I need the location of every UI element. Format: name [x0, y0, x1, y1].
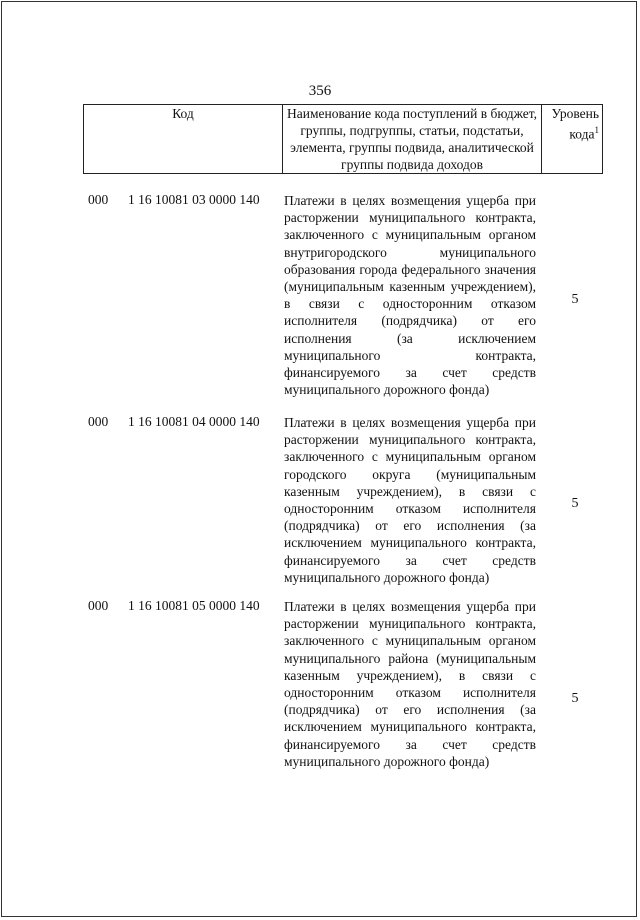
- row-name: Платежи в целях возмещения ущерба при расторжении муниципального контракта, заключенного с муниципальным органом муниципального района (муниципальным казенным учреждением), в связи с односторонним отказом исполнителя (подрядчика) от его исполнения (за исключением муниципального контракта, финансируемого за счет средств муниципального дорожного фонда): [284, 599, 536, 769]
- row-level: 5: [571, 691, 579, 706]
- row-prefix: 000: [88, 192, 109, 207]
- header-level-footnote: 1: [594, 125, 599, 135]
- row-code: 1 16 10081 04 0000 140: [128, 414, 260, 429]
- header-level-label: Уровень кода: [551, 106, 599, 142]
- row-level: 5: [571, 292, 579, 307]
- row-level: 5: [571, 496, 579, 511]
- row-name: Платежи в целях возмещения ущерба при расторжении муниципального контракта, заключенного с муниципальным органом внутригородского муниципального образования города федерального значения (муниципальным казенным учреждением), в связи с односторонним отказом исполнителя (подрядчика) от его исполнения (за исключением муниципального контракта, финансируемого за счет средств муниципального дорожного фонда): [284, 193, 536, 398]
- table-header: [83, 104, 603, 174]
- header-code: [84, 105, 283, 174]
- header-name-label: Наименование кода поступлений в бюджет, группы, подгруппы, статьи, подстатьи, элемента, группы подвида, аналитической группы подвида доходов: [286, 106, 537, 172]
- row-code: 1 16 10081 03 0000 140: [128, 192, 260, 207]
- header-level: [542, 105, 603, 174]
- page-number: 356: [308, 83, 332, 99]
- row-prefix: 000: [88, 414, 109, 429]
- row-prefix: 000: [88, 598, 109, 613]
- header-code-label: Код: [172, 106, 194, 121]
- row-name: Платежи в целях возмещения ущерба при расторжении муниципального контракта, заключенного с муниципальным органом городского округа (муниципальным казенным учреждением), в связи с односторонним отказом исполнителя (подрядчика) от его исполнения (за исключением муниципального контракта, финансируемого за счет средств муниципального дорожного фонда): [284, 415, 536, 585]
- row-code: 1 16 10081 05 0000 140: [128, 598, 260, 613]
- header-name: [283, 105, 542, 174]
